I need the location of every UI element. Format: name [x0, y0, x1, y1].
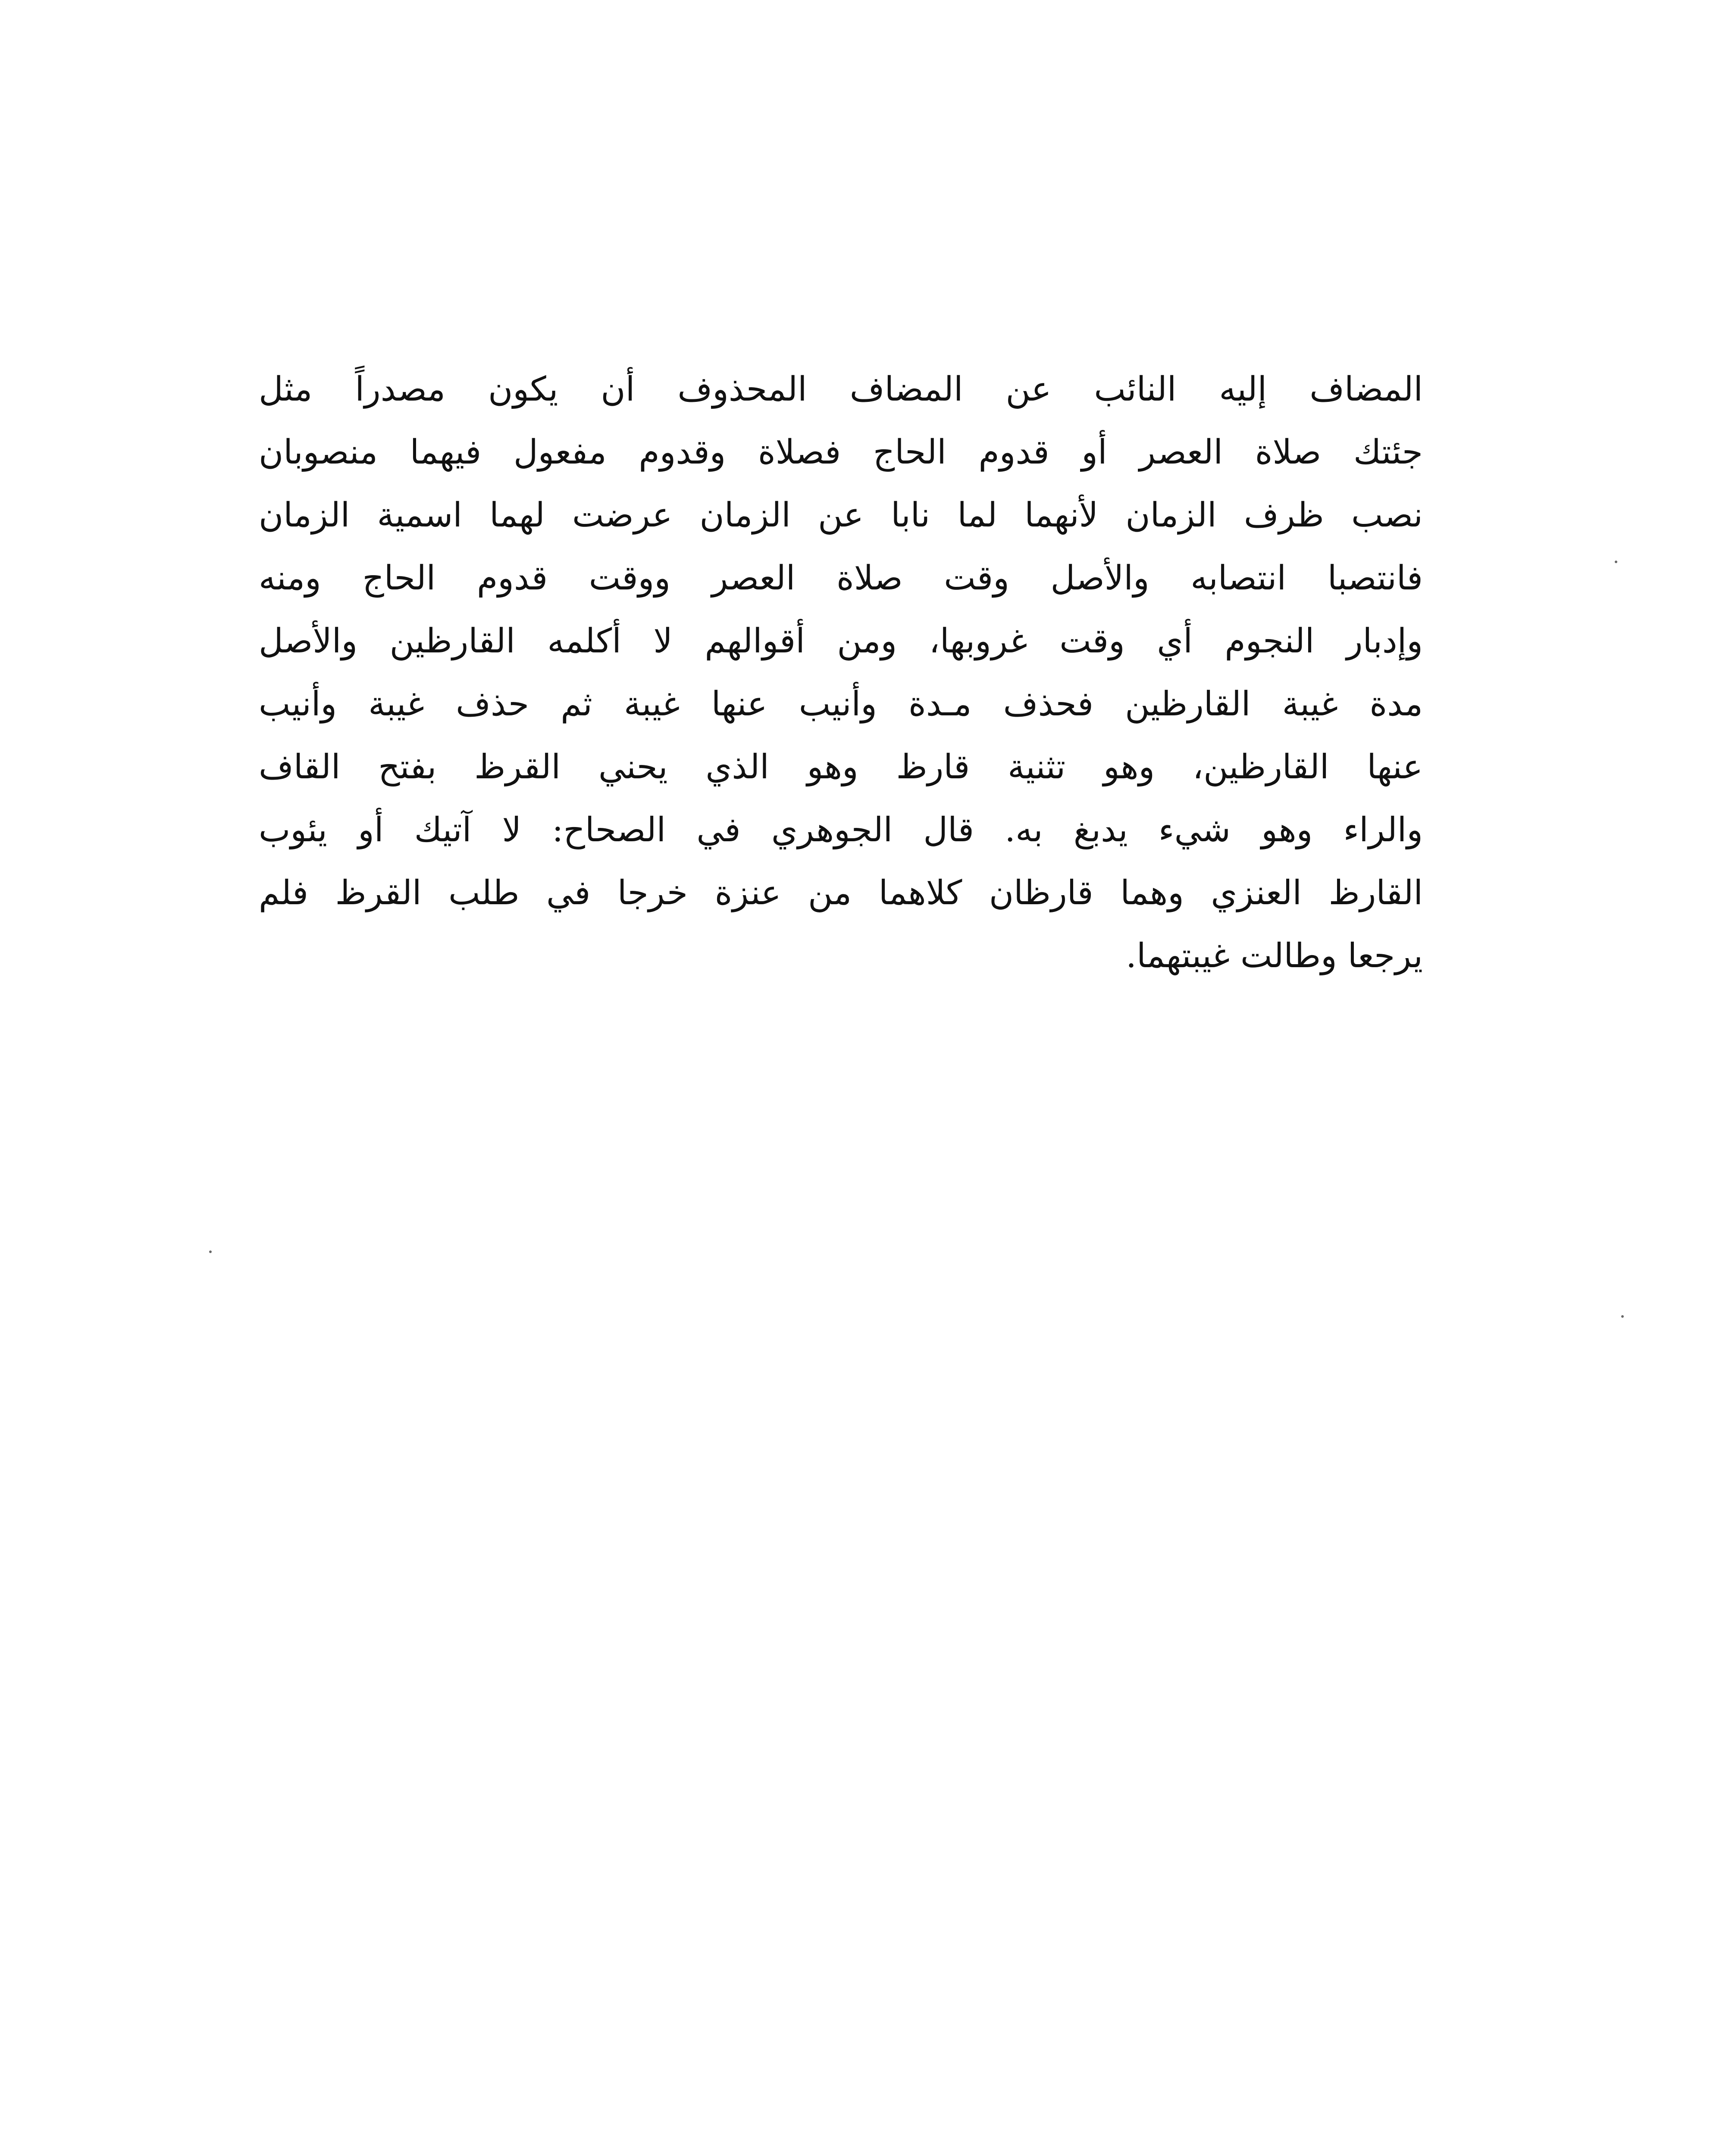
scan-speck: [209, 1250, 212, 1253]
text-line: المضاف إليه النائب عن المضاف المحذوف أن يكون مصدراً مثل: [259, 370, 1423, 409]
text-line: مدة غيبة القارظين فحذف مـدة وأنيب عنها غيبة ثم حذف غيبة وأنيب: [259, 685, 1423, 724]
text-line: فانتصبا انتصابه والأصل وقت صلاة العصر ووقت قدوم الحاج ومنه: [259, 559, 1423, 598]
text-line: والراء وهو شيء يدبغ به. قال الجوهري في الصحاح: لا آتيك أو يئوب: [259, 811, 1423, 849]
body-text: [259, 358, 1423, 987]
text-line: القارظ العنزي وهما قارظان كلاهما من عنزة خرجا في طلب القرظ فلم: [259, 874, 1423, 912]
text-line-last: يرجعا وطالت غيبتهما.: [1126, 937, 1423, 975]
text-line: وإدبار النجوم أي وقت غروبها، ومن أقوالهم لا أكلمه القارظين والأصل: [259, 622, 1423, 661]
text-line: نصب ظرف الزمان لأنهما لما نابا عن الزمان عرضت لهما اسمية الزمان: [259, 496, 1423, 535]
scan-speck: [1621, 1315, 1624, 1318]
scan-speck: [1615, 561, 1617, 563]
text-line: عنها القارظين، وهو تثنية قارظ وهو الذي يحني القرظ بفتح القاف: [259, 748, 1423, 787]
text-line: جئتك صلاة العصر أو قدوم الحاج فصلاة وقدوم مفعول فيهما منصوبان: [259, 433, 1423, 472]
